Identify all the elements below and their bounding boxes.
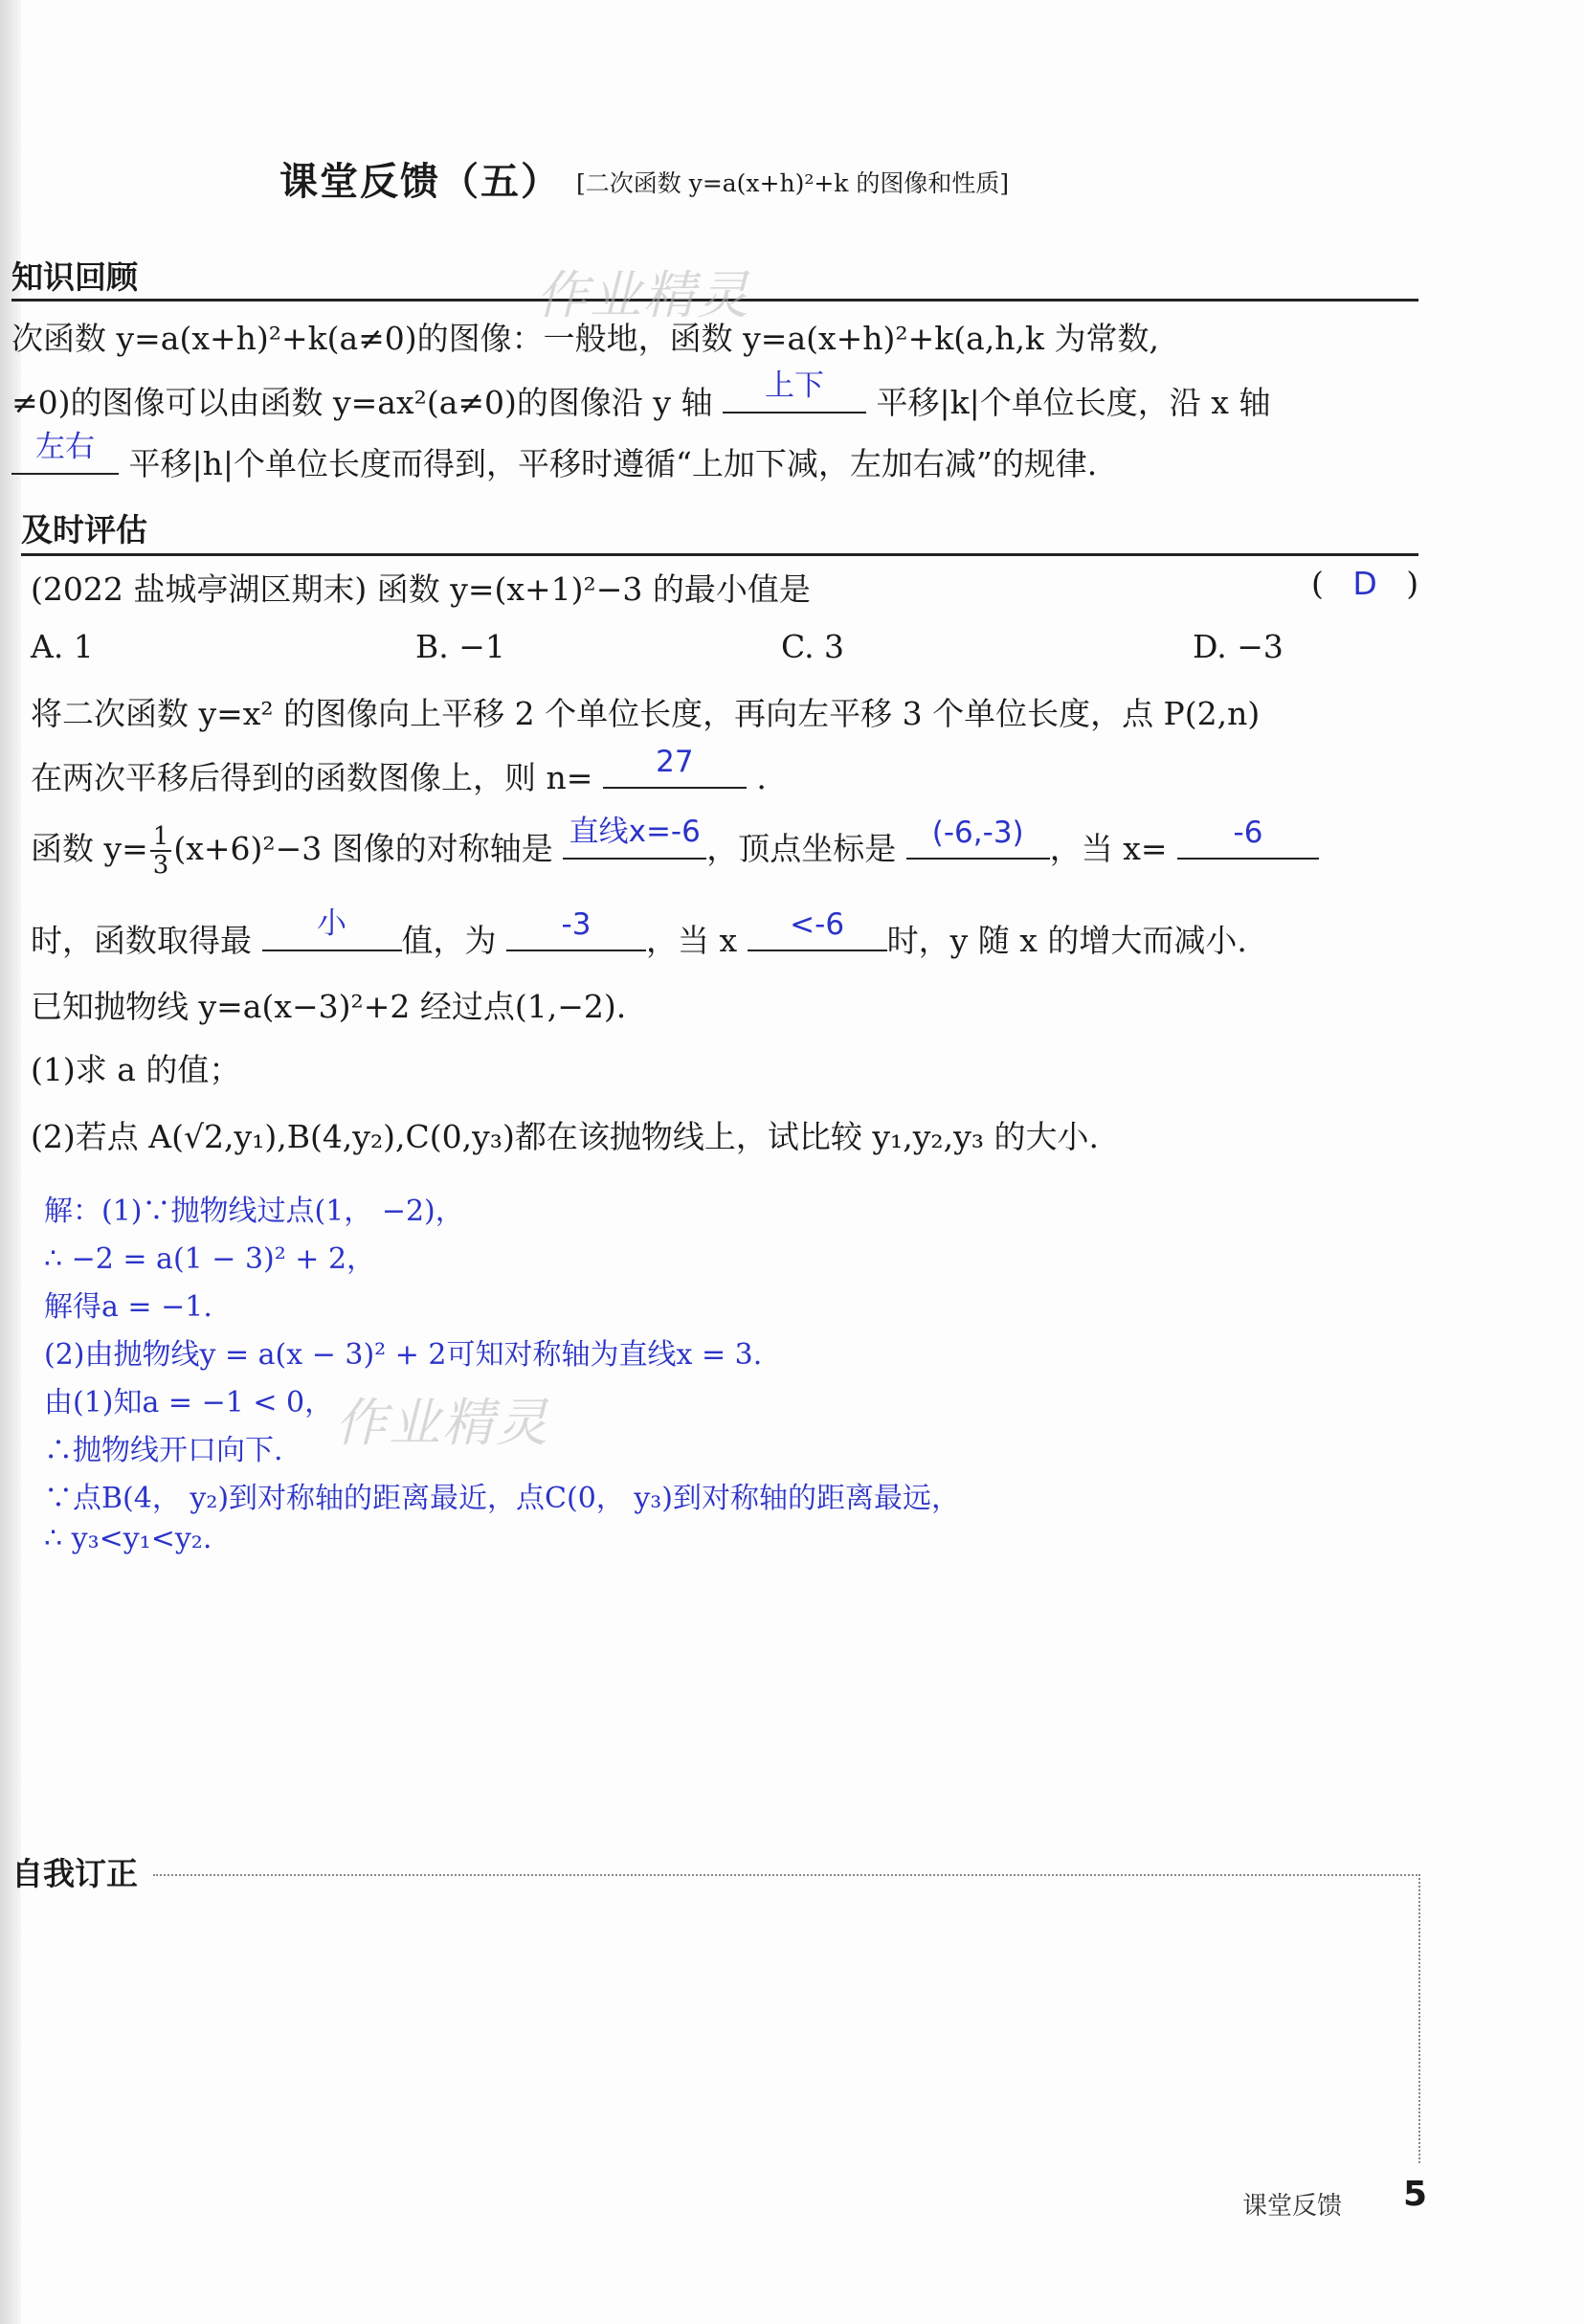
q2-line-1: 将二次函数 y=x² 的图像向上平移 2 个单位长度，再向左平移 3 个单位长度，点 P(2,n) [31,695,1261,732]
q3-blank-vertex[interactable]: (-6,-3) [906,821,1050,860]
q1-answer-bracket: ( D ) [1311,565,1419,602]
section-heading-correction: 自我订正 [11,1855,138,1892]
q1-stem: (2022 盐城亭湖区期末) 函数 y=(x+1)²−3 的最小值是 [31,570,811,608]
q2-answer: 27 [656,745,694,779]
answer-1: 上下 [765,369,825,403]
answer-2: 左右 [35,430,95,464]
correction-box[interactable] [153,1874,1420,2163]
review-line-2-text-a: ≠0)的图像可以由函数 y=ax²(a≠0)的图像沿 y 轴 [11,384,713,421]
q3-blank-minmax[interactable]: 小 [262,913,402,951]
page-title: 课堂反馈（五） [279,160,561,204]
q4-part-1: (1)求 a 的值； [31,1051,241,1088]
page-subtitle: [二次函数 y=a(x+h)²+k 的图像和性质] [576,169,1010,197]
blank-answer-2[interactable] [11,430,119,475]
q4-part-2: (2)若点 A(√2,y₁),B(4,y₂),C(0,y₃)都在该抛物线上，试比较 y₁,y₂,y₃ 的大小. [31,1118,1099,1155]
q3-line-1: 函数 y= $\frac{1}{3}$ (x+6)²−3 图像的对称轴是 直线x=-6 ，顶点坐标是 (-6,-3) ，当 x= -6 [31,821,1319,879]
watermark-2: 作业精灵 [335,1393,549,1453]
q1-option-c[interactable]: C. 3 [781,628,845,665]
q1-answer: D [1352,565,1377,602]
section-heading-review: 知识回顾 [11,258,138,296]
q3-blank-x[interactable]: -6 [1177,821,1319,860]
fraction-one-third: $\frac{1}{3}$ [150,823,172,879]
review-line-2 [11,369,1271,423]
review-line-2-text-b: 平移|k|个单位长度，沿 x 轴 [876,384,1271,421]
page-number: 5 [1403,2175,1428,2214]
solution-line-1: 解：(1)∵抛物线过点(1， −2)， [44,1195,464,1228]
solution-line-4: (2)由抛物线y = a(x − 3)² + 2可知对称轴为直线x = 3. [44,1338,763,1372]
review-line-1: 次函数 y=a(x+h)²+k(a≠0)的图像：一般地，函数 y=a(x+h)²+k(a,h,k 为常数, [11,320,1160,357]
q1-option-a[interactable]: A. 1 [31,628,94,665]
section-divider-2 [21,553,1418,556]
solution-line-7: ∵点B(4， y₂)到对称轴的距离最近，点C(0， y₃)到对称轴的距离最远， [44,1482,961,1515]
q3-blank-value[interactable]: -3 [506,913,646,951]
blank-answer-1[interactable] [723,369,866,413]
solution-line-2: ∴ −2 = a(1 − 3)² + 2， [44,1242,376,1276]
q3-blank-axis[interactable]: 直线x=-6 [563,821,706,860]
watermark: 作业精灵 [536,265,750,325]
section-heading-assessment: 及时评估 [21,511,147,548]
solution-line-5: 由(1)知a = −1 < 0， [44,1386,334,1419]
review-line-3 [11,430,1098,484]
footer-label: 课堂反馈 [1242,2192,1343,2221]
q2-line-2: 在两次平移后得到的函数图像上，则 n= 27 . [31,745,767,796]
q2-blank[interactable] [603,745,747,789]
solution-line-8: ∴ y₃<y₁<y₂. [44,1522,212,1555]
q1-option-b[interactable]: B. −1 [415,628,505,665]
solution-line-6: ∴抛物线开口向下. [44,1434,283,1467]
q3-line-2: 时，函数取得最 小 值，为 -3 ，当 x <-6 时，y 随 x 的增大而减小. [31,906,1247,959]
review-line-3-text: 平移|h|个单位长度而得到，平移时遵循“上加下减，左加右减”的规律. [128,445,1098,482]
q4-stem: 已知抛物线 y=a(x−3)²+2 经过点(1,−2). [31,988,627,1025]
q1-option-d[interactable]: D. −3 [1193,628,1284,665]
q3-blank-range[interactable]: <-6 [748,913,887,951]
solution-line-3: 解得a = −1. [44,1290,212,1324]
